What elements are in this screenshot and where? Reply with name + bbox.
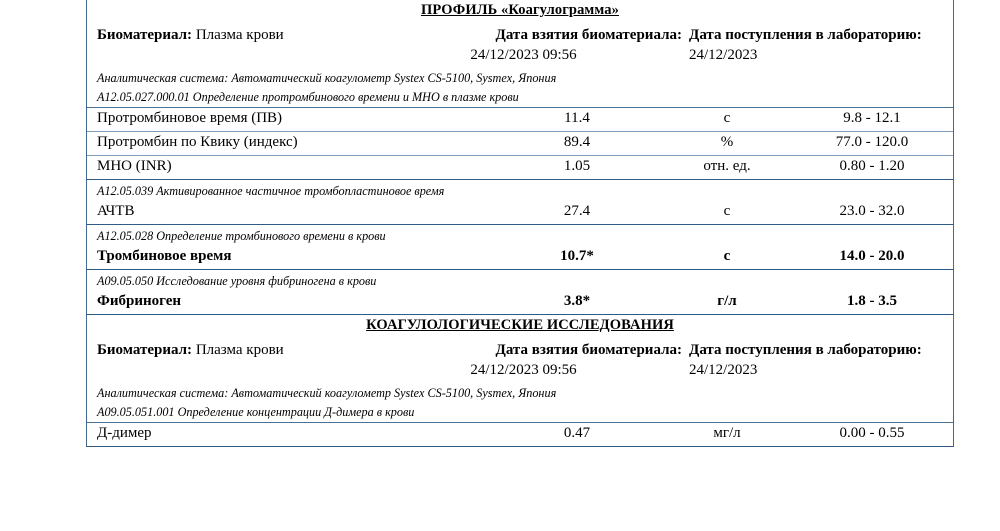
table-row [87,131,953,155]
analyte-value: 11.4 [564,110,590,126]
analyte-value: 1.05 [563,158,591,174]
analyte-reference-range: 14.0 - 20.0 [839,248,905,264]
biomaterial-value-1: Плазма крови [195,342,284,358]
section-title-row-1 [87,314,953,336]
analyte-value: 3.8* [563,293,591,309]
analyte-unit: с [723,110,731,126]
date-received-0 [689,25,922,65]
date-received-label-0: Дата поступления в лабораторию: [689,27,922,43]
date-taken-1 [387,340,682,380]
date-received-value-1: 24/12/2023 [689,362,758,378]
section-meta-0 [87,21,953,69]
analyte-unit: с [723,203,731,219]
analyte-name: Д-димер [97,425,152,441]
date-taken-label-1: Дата взятия биоматериала: [495,342,682,358]
test-code-note-0-0: A12.05.027.000.01 Определение протромбинового времени и МНО в плазме крови [97,90,519,104]
analyte-unit: отн. ед. [703,158,751,174]
biomaterial-1 [97,340,284,360]
test-code-note-0-3: A09.05.050 Исследование уровня фибриногена в крови [87,269,953,291]
table-row [87,107,953,131]
analyte-unit: с [723,248,731,264]
date-taken-value-0: 24/12/2023 09:56 [470,47,577,63]
table-row [87,155,953,179]
table-row [87,246,953,269]
analyte-name: Протромбин по Квику (индекс) [97,134,298,150]
analyte-name: Фибриноген [97,293,182,309]
analyte-reference-range: 0.00 - 0.55 [839,425,905,441]
biomaterial-label-0: Биоматериал: [97,27,193,43]
analyte-name: АЧТВ [97,203,135,219]
analyte-name: Тромбиновое время [97,248,232,264]
analytical-system-note-1: Аналитическая система: Автоматический коагулометр Systex CS-5100, Sysmex, Япония [97,386,557,400]
table-row [87,201,953,224]
test-code-note-0-1: A12.05.039 Активированное частичное тромбопластиновое время [87,179,953,201]
analytical-system-note-0: Аналитическая система: Автоматический коагулометр Systex CS-5100, Sysmex, Япония [97,71,557,85]
date-taken-value-1: 24/12/2023 09:56 [470,362,577,378]
analyte-unit: % [720,134,734,150]
biomaterial-0 [97,25,284,45]
date-received-1 [689,340,922,380]
analyte-unit: мг/л [713,425,741,441]
date-received-value-0: 24/12/2023 [689,47,758,63]
biomaterial-value-0: Плазма крови [195,27,284,43]
table-row [87,422,953,447]
biomaterial-label-1: Биоматериал: [97,342,193,358]
table-row [87,291,953,314]
lab-report-table [86,0,954,447]
section-meta-1 [87,336,953,384]
analyte-value: 89.4 [563,134,591,150]
analyte-value: 27.4 [563,203,591,219]
analyte-value: 10.7* [560,248,594,264]
analyte-value: 0.47 [563,425,591,441]
test-code-note-1-0: A09.05.051.001 Определение концентрации Д-димера в крови [97,405,415,419]
analyte-name: Протромбиновое время (ПВ) [97,110,283,126]
section-title-1: КОАГУЛОЛОГИЧЕСКИЕ ИССЛЕДОВАНИЯ [366,317,674,333]
analyte-reference-range: 23.0 - 32.0 [839,203,905,219]
section-title-row-0 [87,0,953,21]
date-taken-0 [387,25,682,65]
analyte-unit: г/л [717,293,737,309]
analyte-reference-range: 0.80 - 1.20 [839,158,905,174]
analyte-reference-range: 77.0 - 120.0 [835,134,909,150]
analyte-name: МНО (INR) [97,158,172,174]
date-received-label-1: Дата поступления в лабораторию: [689,342,922,358]
analyte-reference-range: 1.8 - 3.5 [847,293,897,309]
date-taken-label-0: Дата взятия биоматериала: [495,27,682,43]
section-title-0: ПРОФИЛЬ «Коагулограмма» [420,2,619,18]
analyte-reference-range: 9.8 - 12.1 [843,110,901,126]
test-code-note-0-2: A12.05.028 Определение тромбинового времени в крови [87,224,953,246]
